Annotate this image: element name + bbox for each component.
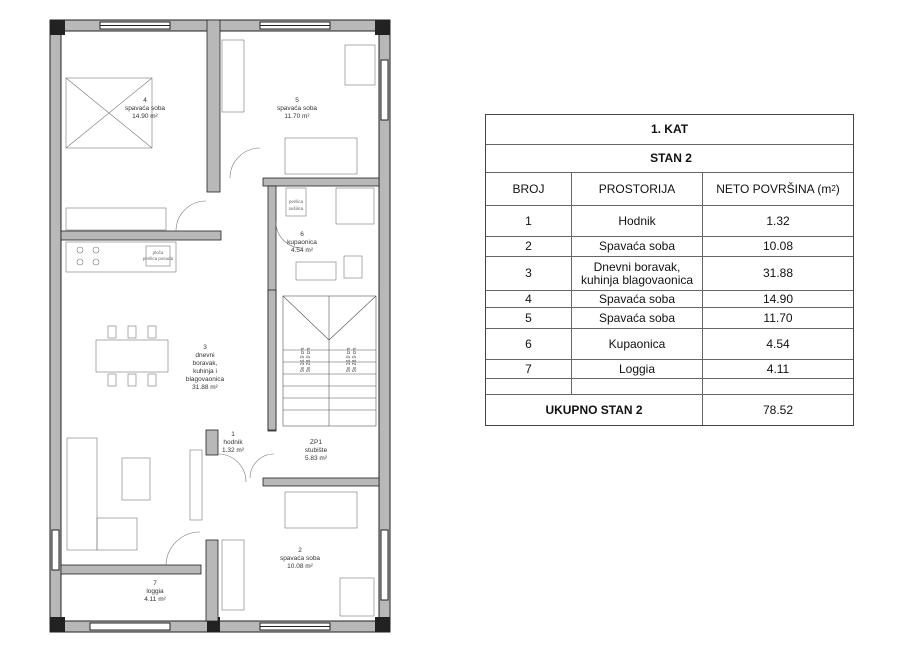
svg-text:11.70 m²: 11.70 m² — [284, 113, 310, 120]
table-total-row — [486, 395, 853, 425]
svg-text:1: 1 — [231, 431, 235, 438]
svg-text:2: 2 — [298, 547, 302, 554]
interior-walls — [61, 20, 379, 621]
room-label-4 — [125, 97, 165, 120]
svg-text:hodnik: hodnik — [223, 439, 243, 446]
stair-label-right-2: 9x 28.0 cm — [352, 347, 358, 372]
row-num: 7 — [486, 360, 572, 378]
svg-text:loggia: loggia — [146, 588, 164, 595]
svg-text:blagovaonica: blagovaonica — [185, 376, 225, 383]
row-num: 1 — [486, 206, 572, 236]
svg-text:14.90 m²: 14.90 m² — [132, 113, 158, 120]
stair-label-right-1: 9x 16.0 cm — [346, 347, 352, 372]
row-area: 4.11 — [766, 361, 790, 376]
table-row — [486, 329, 853, 360]
table-row — [486, 360, 853, 379]
table-row-empty — [486, 379, 853, 395]
svg-text:1.32 m²: 1.32 m² — [221, 447, 245, 454]
table-row — [486, 308, 853, 329]
table-row — [486, 257, 853, 291]
row-num: 3 — [486, 257, 572, 290]
svg-text:ZP1: ZP1 — [310, 439, 322, 446]
row-room: Spavaća soba — [572, 291, 703, 307]
row-room: Spavaća soba — [572, 237, 703, 256]
room-label-5 — [277, 97, 317, 120]
row-room: Hodnik — [572, 206, 703, 236]
row-num: 5 — [486, 308, 572, 328]
svg-text:spavaća soba: spavaća soba — [276, 105, 318, 112]
row-area: 1.32 — [766, 213, 790, 228]
table-title-row — [486, 115, 853, 145]
table-subtitle-row — [486, 145, 853, 173]
svg-text:spavaća soba: spavaća soba — [124, 105, 166, 112]
room-label-1 — [222, 431, 245, 454]
svg-text:spavaća soba: spavaća soba — [279, 555, 321, 562]
row-num: 6 — [486, 329, 572, 359]
row-num: 2 — [486, 237, 572, 256]
row-num: 4 — [486, 291, 572, 307]
row-area: 31.88 — [762, 266, 794, 280]
svg-text:kuhinja i: kuhinja i — [193, 368, 217, 375]
room-label-6 — [287, 231, 317, 254]
row-area: 14.90 — [762, 291, 794, 306]
stair-label-left-1: 9x 16.0 cm — [300, 347, 306, 372]
room-label-3 — [186, 344, 225, 391]
row-room: Dnevni boravak, kuhinja blagovaonica — [572, 257, 703, 290]
room-label-2 — [280, 547, 320, 570]
row-room: Loggia — [572, 360, 703, 378]
svg-text:boravak,: boravak, — [192, 360, 218, 367]
total-value: 78.52 — [762, 402, 794, 417]
svg-text:dnevni: dnevni — [195, 352, 215, 359]
staircase — [283, 296, 376, 426]
table-subtitle: STAN 2 — [650, 151, 692, 165]
dryer-label: sušilica — [288, 206, 304, 211]
row-area: 11.70 — [763, 310, 793, 325]
table-title: 1. KAT — [650, 122, 689, 136]
svg-text:3: 3 — [203, 344, 207, 351]
area-table — [485, 114, 854, 426]
hob-label: ploča — [152, 250, 164, 255]
svg-text:stubište: stubište — [304, 447, 328, 454]
svg-text:5: 5 — [295, 97, 299, 104]
row-room: Spavaća soba — [572, 308, 703, 328]
header-num: BROJ — [486, 173, 572, 205]
svg-text:kupaonica: kupaonica — [287, 239, 317, 246]
row-room: Kupaonica — [572, 329, 703, 359]
room-label-zp1 — [305, 439, 328, 462]
table-row — [486, 237, 853, 257]
svg-text:4.54 m²: 4.54 m² — [290, 247, 314, 254]
svg-text:4: 4 — [143, 97, 147, 104]
svg-text:10.08 m²: 10.08 m² — [287, 563, 313, 570]
washer-label: perilica — [288, 199, 304, 204]
table-row — [486, 206, 853, 237]
stair-label-left-2: 9x 28.0 cm — [306, 347, 312, 372]
svg-text:7: 7 — [153, 580, 157, 587]
table-header-row — [486, 173, 853, 206]
furniture — [66, 40, 375, 616]
svg-text:4.11 m²: 4.11 m² — [144, 596, 166, 603]
header-area: NETO POVRŠINA (m 2 ) — [716, 181, 840, 196]
svg-text:31.88 m²: 31.88 m² — [192, 384, 218, 391]
row-area: 10.08 — [762, 239, 794, 253]
header-room: PROSTORIJA — [572, 173, 703, 205]
row-area: 4.54 — [766, 336, 790, 351]
dishwasher-label: perilica posuđa — [142, 256, 174, 261]
svg-text:6: 6 — [300, 231, 304, 238]
svg-text:5.83 m²: 5.83 m² — [304, 455, 328, 462]
table-row — [486, 291, 853, 308]
total-label: UKUPNO STAN 2 — [486, 395, 703, 425]
room-label-7 — [144, 580, 166, 603]
